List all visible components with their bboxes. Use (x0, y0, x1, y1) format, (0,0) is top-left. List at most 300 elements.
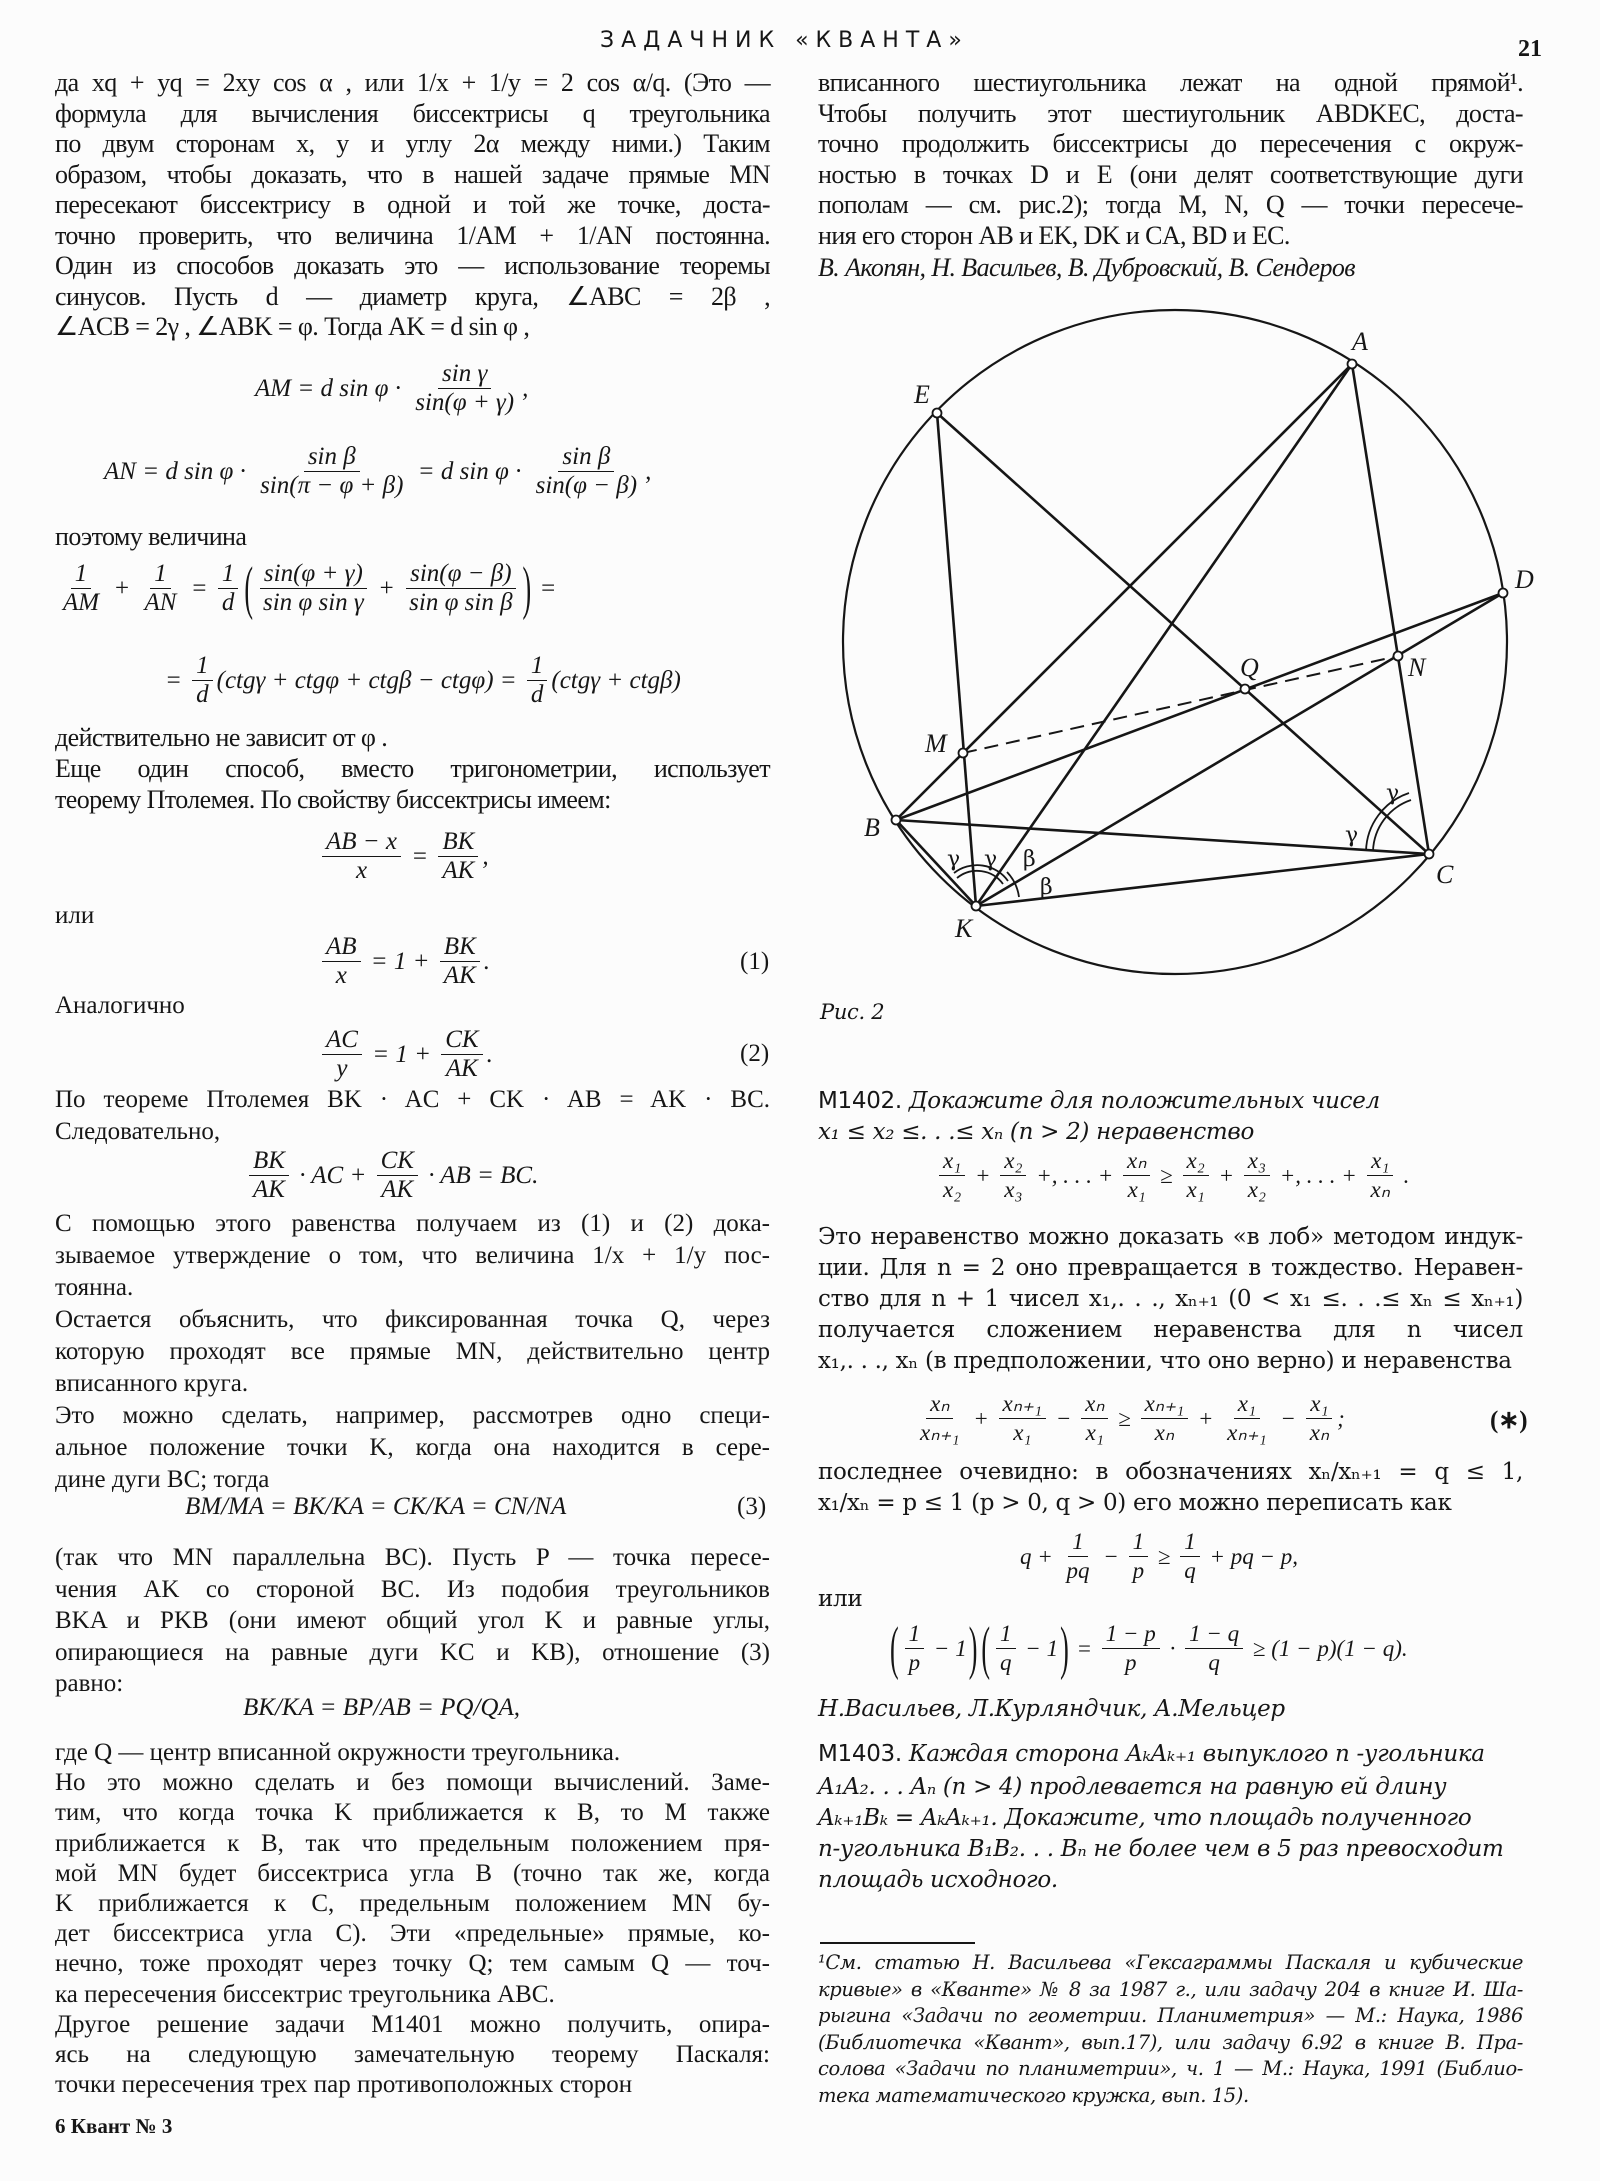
formula-text: + (371, 574, 402, 602)
denominator: xₙ (1309, 1420, 1330, 1445)
text-line: действительно не зависит от φ . (55, 723, 388, 752)
formula-text: − 1 (1019, 1635, 1059, 1661)
denominator: p (908, 1650, 921, 1675)
formula-text: ; (1337, 1405, 1345, 1431)
text-line: точки пересечения трех пар противоположных сторон (55, 2071, 633, 2099)
fraction (411, 360, 518, 417)
text-line: ции. Для n = 2 оно превращается в тождество. Неравен- (818, 1255, 1523, 1281)
numerator: CK (441, 1026, 482, 1055)
formula-eq2 (318, 1026, 493, 1083)
formula-text: . (486, 1040, 493, 1068)
text-line: или (55, 902, 95, 929)
fraction (1081, 1390, 1108, 1447)
numerator: BK (438, 828, 478, 857)
numerator: 1 (192, 652, 213, 681)
text-line: пересекают биссектрису в одной и той же точке, доста- (55, 190, 770, 219)
text-line: x₁/xₙ = p ≤ 1 (p > 0, q > 0) его можно переписать как (818, 1490, 1452, 1516)
text-line: ностью в точках D и E (они делят соответствующие дуги (818, 159, 1523, 189)
text-line: да xq + yq = 2xy cos α , или 1/x + 1/y = 2 cos α/q. (Это — (55, 68, 770, 97)
fraction (1000, 1147, 1026, 1204)
text-line: равно: (55, 1670, 124, 1697)
denominator: q (1000, 1650, 1012, 1675)
denominator: d (530, 681, 544, 708)
numerator: 1 (1068, 1528, 1088, 1557)
geometry-figure (800, 290, 1600, 990)
fraction (218, 560, 239, 617)
formula-text: , (482, 842, 489, 870)
denominator: AK (253, 1176, 285, 1203)
text-line: тим, что когда точка K приближается к B, то M также (55, 1799, 770, 1827)
formula-text: + (969, 1162, 997, 1188)
formula-text: = (533, 574, 557, 602)
formula-m1402 (935, 1147, 1409, 1204)
footnote-line: кривые» в «Кванте» № 8 за 1987 г., или задачу 204 в книге И. Ша- (818, 1977, 1523, 2001)
formula-text: ≥ (1152, 1543, 1177, 1569)
fraction (527, 652, 548, 709)
text-line: x₁,. . ., xₙ (в предположении, что оно верно) и неравенства (818, 1348, 1512, 1374)
fraction (1183, 1147, 1209, 1204)
numerator: 1 − p (1102, 1620, 1160, 1649)
numerator: 1 (71, 560, 92, 589)
formula-text: (ctgγ + ctgφ + ctgβ − ctgφ) = (216, 666, 523, 694)
numerator: sin β (304, 443, 360, 472)
formula-reciprocal-sum (55, 554, 557, 621)
point-K (972, 902, 981, 911)
parenthesis: ) (522, 554, 532, 621)
problem-statement-line: n-угольника B₁B₂. . . Bₙ не более чем в 5 раз превосходит (818, 1836, 1504, 1862)
numerator: CK (377, 1147, 418, 1176)
denominator: x₂ (943, 1177, 962, 1202)
fraction (322, 1026, 362, 1083)
text-line: поэтому величина (55, 522, 247, 551)
formula-text: · (1163, 1635, 1182, 1661)
denominator: AN (144, 589, 177, 616)
numerator: sin(φ − β) (406, 560, 515, 589)
numerator: x₁ (1234, 1390, 1260, 1419)
denominator: AK (445, 1055, 478, 1082)
text-line: точно продолжить биссектрисы до пересечения с окруж- (818, 129, 1523, 158)
fraction (405, 560, 516, 617)
paragraph-poetomu (55, 522, 770, 552)
denominator: q (1208, 1650, 1220, 1675)
point-label-E: E (914, 380, 930, 409)
paragraph-pascal (818, 68, 1523, 251)
fraction (1123, 1147, 1150, 1204)
footnote-line: рыгина «Задачи по геометрии. Планиметрия» — М.: Наука, 1986 (818, 2004, 1523, 2027)
text-line: BKA и PKB (они имеют общий угол K и равные углы, (55, 1607, 770, 1634)
fraction (939, 1147, 965, 1204)
text-line: ния его сторон AB и EK, DK и CA, BD и EC. (818, 220, 1290, 250)
text-line: (так что MN параллельна BC). Пусть P — точка пересе- (55, 1544, 770, 1571)
denominator: q (1184, 1558, 1196, 1583)
text-line: вписанного шестиугольника лежат на одной прямой¹. (818, 68, 1523, 97)
footnote-line: (Библиотечка «Квант», вып.17), или задачу 6.92 в книге В. Пра- (818, 2030, 1523, 2054)
numerator: BK (440, 933, 480, 962)
point-A (1348, 360, 1357, 369)
formula-final (888, 1614, 1408, 1681)
text-line: где Q — центр вписанной окружности треугольника. (55, 1739, 621, 1766)
text-line: ка пересечения биссектрис треугольника ABC. (55, 1980, 555, 2008)
formula-am (255, 360, 528, 417)
segment-AK (976, 364, 1352, 906)
fraction (256, 443, 407, 500)
denominator: xₙ (1370, 1177, 1390, 1202)
paragraph-limit-argument (55, 1738, 770, 2100)
text-line: приближается к B, так что предельным положением пря- (55, 1829, 770, 1857)
denominator: p (1132, 1558, 1145, 1583)
paragraph-ptolemy-intro (55, 722, 770, 815)
numerator: x₁ (939, 1147, 965, 1176)
fraction (1141, 1390, 1189, 1447)
text-line: По теореме Птолемея BK · AC + CK · AB = AK · BC. (55, 1086, 770, 1113)
point-label-B: B (864, 813, 880, 842)
point-D (1499, 589, 1508, 598)
fraction (916, 1390, 964, 1447)
formula-text: + pq − p, (1203, 1543, 1298, 1569)
text-line: Аналогично (55, 992, 185, 1019)
numerator: x₁ (1367, 1147, 1393, 1176)
problem-statement-line: Каждая сторона AₖAₖ₊₁ выпуклого n -угольника (908, 1741, 1485, 1767)
fraction (322, 828, 401, 885)
formula-ctg (165, 652, 681, 709)
fraction (996, 1620, 1016, 1677)
problem-m1403-body (818, 1772, 1503, 1896)
formula-text: = d sin φ · (411, 457, 528, 485)
point-label-K: K (955, 914, 973, 943)
denominator: xₙ₊₁ (920, 1420, 960, 1445)
segment-BD (896, 593, 1503, 820)
segment-KD (976, 593, 1503, 906)
problem-m1402 (818, 1088, 1523, 1114)
paragraph-ptolemy (55, 1084, 770, 1148)
formula-text: = 1 + (365, 1040, 438, 1068)
page-number: 21 (1518, 36, 1542, 62)
formula-text: . (1397, 1162, 1410, 1188)
point-Q (1241, 685, 1250, 694)
equation-number-2: (2) (740, 1040, 770, 1067)
denominator: xₙ₊₁ (1227, 1420, 1267, 1445)
denominator: xₙ (1154, 1420, 1175, 1445)
equation-number-star: (∗) (1490, 1407, 1528, 1434)
figure-caption: Рис. 2 (820, 1000, 885, 1024)
point-C (1425, 850, 1434, 859)
denominator: x₃ (1004, 1177, 1023, 1202)
numerator: sin γ (438, 360, 491, 389)
formula-text: + (967, 1405, 995, 1431)
denominator: sin(π − φ + β) (260, 472, 404, 499)
text-line: образом, чтобы доказать, что в нашей задаче прямые MN (55, 159, 770, 189)
text-line: Это неравенство можно доказать «в лоб» методом индук- (818, 1224, 1523, 1250)
formula-text: + (107, 574, 137, 602)
fraction (1223, 1390, 1271, 1447)
angle-label-beta: β (1040, 875, 1053, 900)
numerator: xₙ₊₁ (1141, 1390, 1189, 1419)
text-line: Чтобы получить этот шестиугольник ABDKEC, доста- (818, 98, 1523, 128)
angle-arc-K-gamma (957, 871, 1003, 884)
numerator: sin β (558, 443, 614, 472)
formula-text: , (522, 374, 529, 402)
circumcircle (843, 310, 1507, 974)
problem-statement-line: A₁A₂. . . Aₙ (n > 4) продлевается на равную ей длину (818, 1774, 1447, 1800)
formula-text: ≥ (1 − p)(1 − q). (1247, 1635, 1408, 1661)
point-B (892, 816, 901, 825)
numerator: 1 (1180, 1528, 1200, 1557)
formula-text: = 1 + (364, 947, 436, 975)
text-line: Следовательно, (55, 1118, 221, 1145)
numerator: 1 (150, 560, 171, 589)
formula-star (912, 1390, 1345, 1447)
formula-text: − (1050, 1405, 1078, 1431)
text-line: зываемое утверждение о том, что величина 1/x + 1/y пос- (55, 1242, 770, 1269)
text-ili-right (818, 1584, 1523, 1615)
formula-text: · AC + (292, 1161, 373, 1189)
formula-text: BM/MA = BK/KA = CK/KA = CN/NA (185, 1493, 567, 1520)
problem-m1403 (818, 1741, 1523, 1767)
denominator: x₁ (1127, 1177, 1146, 1202)
fraction (59, 560, 103, 617)
angle-label-gamma: γ (984, 847, 998, 872)
numerator: 1 (905, 1620, 925, 1649)
text-line: точно проверить, что величина 1/AM + 1/AN постоянна. (55, 220, 770, 250)
equation-number-3: (3) (737, 1493, 767, 1520)
denominator: p (1125, 1650, 1137, 1675)
denominator: x₁ (1013, 1420, 1032, 1445)
fraction (440, 933, 480, 990)
paragraph-intro (55, 68, 770, 343)
text-line: дине дуги BC; тогда (55, 1466, 270, 1493)
fraction (441, 1026, 482, 1083)
fraction (905, 1620, 925, 1677)
formula-text: + (1192, 1405, 1220, 1431)
denominator: x (335, 962, 347, 989)
angle-label-gamma: γ (947, 847, 961, 872)
formula-text: = (184, 574, 214, 602)
equation-number-1: (1) (740, 948, 770, 975)
text-ili (55, 900, 770, 932)
text-line: последнее очевидно: в обозначениях xₙ/xₙ₊₁ = q ≤ 1, (818, 1459, 1523, 1485)
text-line: Остается объяснить, что фиксированная точка Q, через (55, 1306, 770, 1333)
problem-label: M1403. (818, 1741, 902, 1767)
fraction (1102, 1620, 1160, 1677)
point-label-A: A (1352, 327, 1368, 356)
formula-text: . (483, 947, 490, 975)
problem-statement-line: площадь исходного. (818, 1867, 1058, 1893)
text-line: теорему Птолемея. По свойству биссектрисы имеем: (55, 785, 611, 814)
formula-text: (ctgγ + ctgβ) (551, 666, 681, 694)
numerator: 1 (527, 652, 548, 681)
denominator: pq (1066, 1558, 1090, 1583)
formula-an (104, 443, 651, 500)
formula-text: ≥ (1112, 1405, 1137, 1431)
fraction (1367, 1147, 1394, 1204)
paragraph-proof (55, 1208, 770, 1496)
text-line: Но это можно сделать и без помощи вычислений. Заме- (55, 1769, 770, 1797)
parenthesis: ( (890, 1614, 899, 1681)
formula-q (1020, 1528, 1298, 1585)
text-line: Еще один способ, вместо тригонометрии, использует (55, 754, 770, 783)
text-line: альное положение точки K, когда она находится в сере- (55, 1434, 770, 1461)
denominator: sin φ sin γ (262, 589, 364, 616)
denominator: AM (63, 589, 100, 616)
footnote (818, 1950, 1523, 2109)
fraction (249, 1147, 289, 1204)
numerator: AC (322, 1026, 362, 1055)
formula-text: +, . . . + (1030, 1162, 1120, 1188)
denominator: x₁ (1186, 1177, 1205, 1202)
denominator: AK (442, 857, 475, 884)
formula-text: − 1 (928, 1635, 967, 1661)
problem-statement: Докажите для положительных чисел (908, 1088, 1380, 1114)
running-header: ЗАДАЧНИК «КВАНТА» (600, 28, 969, 53)
formula-text: ≥ (1154, 1162, 1179, 1188)
text-line: вписанного круга. (55, 1370, 249, 1397)
fraction (322, 933, 361, 990)
fraction (259, 560, 368, 617)
numerator: x₂ (1183, 1147, 1209, 1176)
parenthesis: ) (1060, 1614, 1069, 1681)
point-M (959, 749, 968, 758)
page-signature: 6 Квант № 3 (55, 2114, 173, 2138)
text-line: ство для n + 1 чисел x₁,. . ., xₙ₊₁ (0 < x₁ ≤. . .≤ xₙ ≤ xₙ₊₁) (818, 1286, 1523, 1312)
fraction (1063, 1528, 1094, 1585)
fraction (999, 1390, 1047, 1447)
numerator: sin(φ + γ) (260, 560, 367, 589)
formula-text: AM = d sin φ · (255, 374, 408, 402)
numerator: x₂ (1000, 1147, 1026, 1176)
text-line: формула для вычисления биссектрисы q треугольника (55, 98, 770, 128)
formula-text: BK/KA = BP/AB = PQ/QA, (243, 1694, 521, 1721)
angle-label-gamma: γ (1345, 823, 1359, 848)
paragraph-notation (818, 1457, 1523, 1519)
parenthesis: ( (244, 554, 253, 621)
numerator: xₙ (1123, 1147, 1150, 1176)
text-line: K приближается к C, предельным положением MN бу- (55, 1890, 770, 1918)
angle-arc-K-gamma-outer (954, 865, 1008, 881)
numerator: xₙ (926, 1390, 953, 1419)
text-line: С помощью этого равенства получаем из (1) и (2) дока- (55, 1210, 770, 1237)
fraction (1306, 1390, 1333, 1447)
formula-text: q + (1020, 1543, 1059, 1569)
formula-text: − (1274, 1405, 1302, 1431)
text-line: дет биссектриса угла C). Эти «предельные» прямые, ко- (55, 1920, 770, 1948)
numerator: AB (322, 933, 361, 962)
text-line: Это можно сделать, например, рассмотрев одно специ- (55, 1402, 770, 1429)
numerator: AB − x (322, 828, 401, 857)
numerator: 1 (1129, 1528, 1149, 1557)
point-N (1394, 652, 1403, 661)
text-line: нечно, тоже проходят через точку Q; тем самым Q — точ- (55, 1950, 770, 1978)
denominator: d (221, 589, 235, 616)
text-line: синусов. Пусть d — диаметр круга, ∠ABC = 2β , (55, 281, 770, 311)
denominator: sin φ sin β (409, 589, 513, 616)
authors-m1401: В. Акопян, Н. Васильев, В. Дубровский, В. Сендеров (818, 253, 1355, 282)
problem-m1402-condition: x₁ ≤ x₂ ≤. . .≤ xₙ (n > 2) неравенство (818, 1119, 1255, 1145)
numerator: xₙ (1081, 1390, 1108, 1419)
text-line: ясь на следующую замечательную теорему Паскаля: (55, 2041, 770, 2069)
formula-text: +, . . . + (1273, 1162, 1363, 1188)
parenthesis: ) (968, 1614, 978, 1681)
formula-text: = (405, 842, 435, 870)
numerator: 1 − q (1185, 1620, 1243, 1649)
fraction (1129, 1528, 1149, 1585)
text-line: получается сложением неравенства для n чисел (818, 1317, 1523, 1343)
point-label-C: C (1436, 860, 1454, 889)
text-line: тоянна. (55, 1274, 134, 1301)
point-label-M: M (925, 729, 947, 758)
point-E (933, 409, 942, 418)
formula-text: AN = d sin φ · (104, 457, 253, 485)
numerator: 1 (218, 560, 239, 589)
segment-BK (896, 820, 976, 906)
point-label-D: D (1515, 565, 1534, 594)
formula-text: + (1212, 1162, 1240, 1188)
problem-label: M1402. (818, 1088, 902, 1114)
numerator: 1 (996, 1620, 1016, 1649)
paragraph-similarity (55, 1542, 770, 1700)
formula-text: · AB = BC. (421, 1161, 539, 1189)
text-line: Другое решение задачи M1401 можно получить, опира- (55, 2010, 770, 2038)
formula-text: = (165, 666, 189, 694)
text-line: Один из способов доказать это — использование теоремы (55, 251, 770, 280)
formula-consequence (245, 1147, 538, 1204)
text-line: по двум сторонам x, y и углу 2α между ними.) Таким (55, 129, 770, 158)
formula-text: = (1070, 1635, 1098, 1661)
point-label-N: N (1408, 653, 1426, 682)
text-line: ∠ACB = 2γ , ∠ABK = φ. Тогда AK = d sin φ , (55, 312, 530, 341)
denominator: sin(φ − β) (535, 472, 638, 499)
footnote-line: солова «Задачи по планиметрии», ч. 1 — М.: Наука, 1991 (Библио- (818, 2057, 1523, 2080)
formula-eq4 (243, 1694, 520, 1722)
fraction (1185, 1620, 1243, 1677)
text-line: которую проходят все прямые MN, действительно центр (55, 1338, 770, 1365)
text-line: мой MN будет биссектриса угла B (точно так же, когда (55, 1859, 770, 1887)
dashed-line-MN (963, 656, 1398, 753)
denominator: y (336, 1055, 348, 1082)
fraction (1180, 1528, 1200, 1585)
numerator: xₙ₊₁ (999, 1390, 1047, 1419)
denominator: d (196, 681, 209, 708)
angle-label-beta: β (1023, 847, 1036, 872)
text-line: опирающиеся на равные дуги KC и KB), отношение (3) (55, 1638, 770, 1666)
text-analogichno (55, 990, 770, 1022)
authors-m1402: Н.Васильев, Л.Курляндчик, А.Мельцер (818, 1696, 1285, 1722)
numerator: x₃ (1244, 1147, 1270, 1176)
denominator: x (355, 857, 368, 884)
fraction (140, 560, 180, 617)
denominator: AK (443, 962, 476, 989)
paragraph-induction (818, 1222, 1523, 1377)
denominator: x₁ (1085, 1420, 1104, 1445)
fraction (192, 652, 213, 709)
text-line: пополам — см. рис.2); тогда M, N, Q — точки пересече- (818, 190, 1523, 219)
numerator: BK (249, 1147, 289, 1176)
fraction (1244, 1147, 1270, 1204)
denominator: x₂ (1247, 1177, 1266, 1202)
denominator: AK (381, 1176, 414, 1203)
footnote-line: тека математического кружка, вып. 15). (818, 2083, 1249, 2107)
fraction (532, 443, 641, 500)
footnote-line: ¹См. статью Н. Васильева «Гексаграммы Паскаля и кубические (818, 1951, 1523, 1974)
segment-EK (937, 413, 976, 906)
formula-bisector (318, 828, 489, 885)
point-label-Q: Q (1240, 653, 1259, 682)
angle-label-gamma: γ (1386, 781, 1400, 806)
fraction (438, 828, 478, 885)
text-line: или (818, 1586, 863, 1612)
formula-text: , (645, 457, 652, 485)
formula-eq1 (318, 933, 490, 990)
problem-statement-line: Aₖ₊₁Bₖ = AₖAₖ₊₁. Докажите, что площадь полученного (818, 1805, 1472, 1831)
